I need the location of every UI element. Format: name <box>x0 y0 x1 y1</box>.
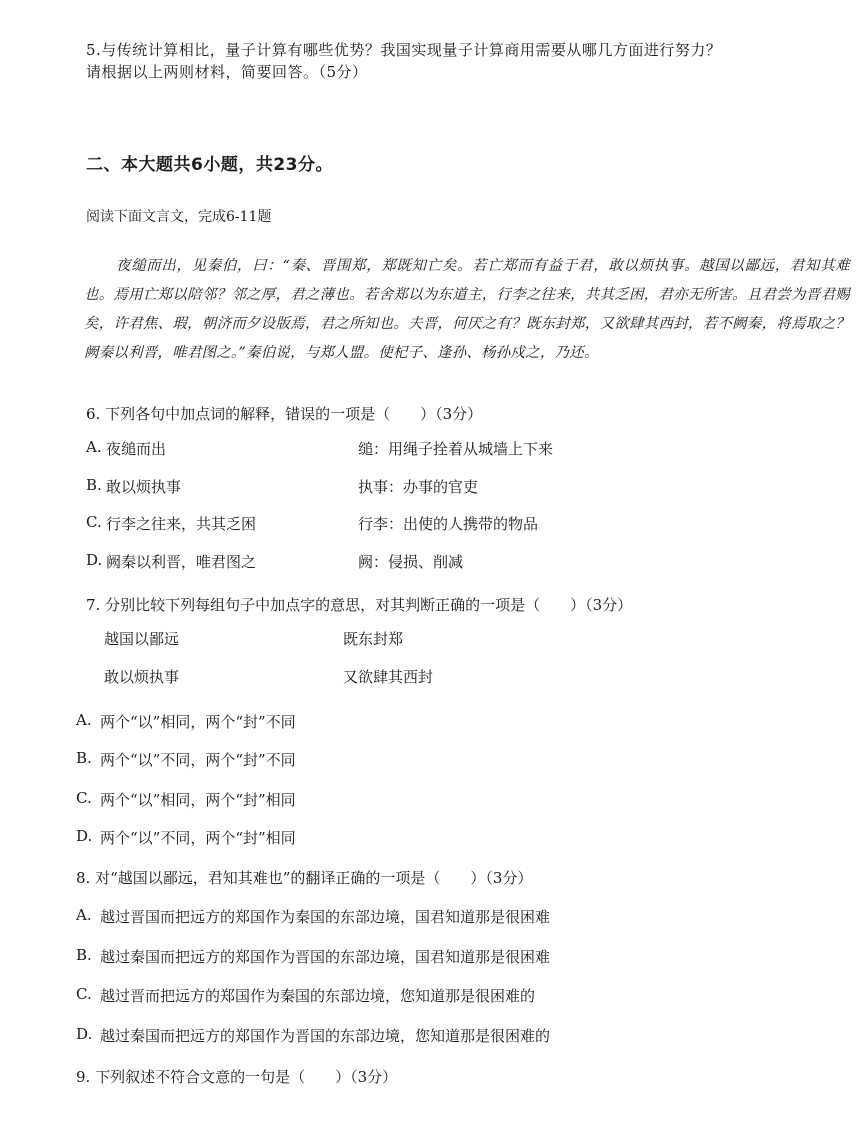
q7-pair-2-right: 又欲肆其西封 <box>343 668 434 686</box>
option-label: B. <box>76 946 92 964</box>
q6-stem: 6. 下列各句中加点词的解释，错误的一项是（ ）（3分） <box>86 405 483 423</box>
option-label: A. <box>76 906 92 924</box>
classical-passage: 夜缒而出，见秦伯，曰：“秦、晋围郑，郑既知亡矣。若亡郑而有益于君，敢以烦执事。越国以鄙远，君知其难也。焉用亡郑以陪邻？邻之厚，君之薄也。若舍郑以为东道主，行李之往来，共其乏困，君亦无所害。且君尝为晋君赐矣，许君焦、瑕，朝济而夕设版焉，君之所知也。夫晋，何厌之有？既东封郑，又欲肆其西封，若不阙秦，将焉取之？阙秦以利晋，唯君图之。”秦伯说，与郑人盟。使杞子、逢孙、杨孙戍之，乃还。 <box>84 258 850 361</box>
option-text: 两个“以”不同，两个“封”不同 <box>100 751 296 769</box>
option-sentence: 夜缒而出 <box>106 440 167 458</box>
option-label: D. <box>76 1025 93 1043</box>
option-label: A. <box>86 438 102 456</box>
option-text: 两个“以”不同，两个“封”相同 <box>100 829 296 847</box>
q5-line-1: 5.与传统计算相比，量子计算有哪些优势？我国实现量子计算商用需要从哪几方面进行努力？ <box>86 41 722 59</box>
reading-instruction: 阅读下面文言文，完成6-11题 <box>86 209 272 225</box>
option-text: 越过晋而把远方的郑国作为秦国的东部边境，您知道那是很困难的 <box>100 987 536 1005</box>
option-sentence: 敢以烦执事 <box>106 478 182 496</box>
option-explanation: 行李：出使的人携带的物品 <box>358 515 539 533</box>
option-explanation: 缒：用绳子拴着从城墙上下来 <box>358 440 554 458</box>
q5-line-2: 请根据以上两则材料，简要回答。（5分） <box>86 63 368 81</box>
option-label: B. <box>76 749 92 767</box>
q7-pair-1-left: 越国以鄙远 <box>104 630 180 648</box>
q8-stem: 8. 对“越国以鄙远，君知其难也”的翻译正确的一项是（ ）（3分） <box>76 869 533 887</box>
option-label: C. <box>86 513 102 531</box>
option-text: 越过秦国而把远方的郑国作为晋国的东部边境，您知道那是很困难的 <box>100 1027 551 1045</box>
option-label: D. <box>76 827 93 845</box>
option-label: D. <box>86 551 103 569</box>
option-text: 越过晋国而把远方的郑国作为秦国的东部边境，国君知道那是很困难 <box>100 908 551 926</box>
q7-pair-2-left: 敢以烦执事 <box>104 668 180 686</box>
q7-pair-1-right: 既东封郑 <box>343 630 404 648</box>
option-sentence: 阙秦以利晋，唯君图之 <box>106 553 257 571</box>
option-text: 越过秦国而把远方的郑国作为晋国的东部边境，国君知道那是很困难 <box>100 948 551 966</box>
option-label: A. <box>76 711 92 729</box>
option-explanation: 执事：办事的官吏 <box>358 478 479 496</box>
option-explanation: 阙：侵损、削减 <box>358 553 464 571</box>
option-text: 两个“以”相同，两个“封”相同 <box>100 791 296 809</box>
option-label: C. <box>76 789 92 807</box>
section-title: 二、本大题共6小题，共23分。 <box>86 155 333 175</box>
q7-stem: 7. 分别比较下列每组句子中加点字的意思，对其判断正确的一项是（ ）（3分） <box>86 596 633 614</box>
option-text: 两个“以”相同，两个“封”不同 <box>100 713 296 731</box>
q9-stem: 9. 下列叙述不符合文意的一句是（ ）（3分） <box>76 1068 398 1086</box>
option-sentence: 行李之往来，共其乏困 <box>106 515 257 533</box>
option-label: B. <box>86 476 102 494</box>
option-label: C. <box>76 985 92 1003</box>
